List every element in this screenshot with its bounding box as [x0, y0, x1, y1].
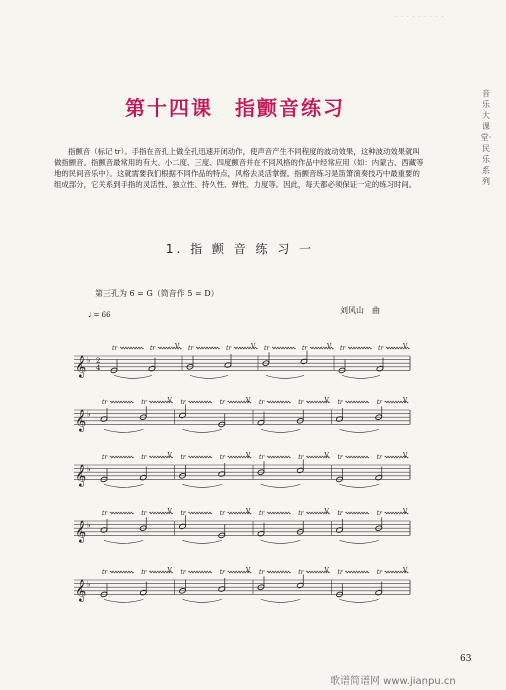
- slur: [261, 540, 300, 543]
- trill-mark: tr: [180, 454, 186, 461]
- composer-credit: 刘风山 曲: [340, 306, 380, 315]
- trill-line: [348, 347, 371, 349]
- trill-line: [189, 456, 212, 458]
- tempo-mark: ♩ = 66: [88, 311, 111, 319]
- slur: [183, 429, 222, 432]
- slur: [261, 599, 300, 602]
- breath-mark: V: [324, 567, 329, 574]
- half-note-head: [218, 471, 226, 477]
- slur: [104, 429, 143, 432]
- slur: [104, 599, 143, 602]
- trill-line: [110, 571, 133, 573]
- breath-mark: V: [167, 508, 172, 515]
- half-note-head: [300, 358, 308, 364]
- trill-mark: tr: [219, 399, 226, 406]
- slur: [340, 599, 379, 602]
- trill-mark: tr: [102, 399, 108, 406]
- slur: [104, 484, 143, 487]
- half-note-head: [148, 365, 156, 371]
- trill-mark: tr: [259, 569, 265, 576]
- trill-line: [110, 512, 133, 514]
- slur: [183, 599, 222, 602]
- trill-mark: tr: [112, 345, 118, 352]
- treble-clef: 𝄞: [75, 355, 87, 378]
- trill-mark: tr: [337, 454, 343, 461]
- half-note-head: [375, 589, 383, 595]
- slur: [104, 540, 143, 543]
- breath-mark: V: [175, 343, 180, 350]
- trill-mark: tr: [259, 454, 265, 461]
- trill-line: [267, 571, 290, 573]
- slur: [266, 375, 304, 378]
- half-note-head: [296, 467, 304, 473]
- trill-mark: tr: [298, 399, 304, 406]
- site-watermark: 歌谱简谱网 www.jianpu.cn: [330, 676, 456, 687]
- trill-mark: tr: [298, 569, 304, 576]
- half-note-head: [257, 530, 265, 536]
- half-note-head: [179, 412, 187, 418]
- key-signature-flat: ♭: [87, 579, 91, 589]
- half-note-head: [100, 416, 108, 422]
- breath-mark: V: [246, 397, 251, 404]
- trill-mark: tr: [298, 510, 304, 517]
- breath-mark: V: [167, 452, 172, 459]
- breath-mark: V: [167, 397, 172, 404]
- trill-line: [189, 571, 212, 573]
- trill-mark: tr: [259, 510, 265, 517]
- slur: [183, 540, 222, 543]
- exercise-title: 1. 指 颤 音 练 习 一: [165, 242, 315, 256]
- trill-mark: tr: [141, 399, 147, 406]
- trill-mark: tr: [302, 345, 308, 352]
- half-note-head: [224, 362, 232, 368]
- trill-mark: tr: [264, 345, 270, 352]
- treble-clef: 𝄞: [75, 520, 87, 543]
- trill-mark: tr: [180, 569, 186, 576]
- trill-mark: tr: [102, 569, 108, 576]
- slur: [340, 540, 379, 543]
- slur: [342, 375, 380, 378]
- slur: [114, 375, 152, 378]
- breath-mark: V: [246, 567, 251, 574]
- key-signature-flat: ♭: [87, 464, 91, 474]
- half-note-head: [336, 416, 344, 422]
- trill-mark: tr: [298, 454, 304, 461]
- slur: [340, 429, 379, 432]
- trill-mark: tr: [219, 454, 226, 461]
- treble-clef: 𝄞: [75, 409, 87, 432]
- trill-mark: tr: [102, 510, 108, 517]
- trill-line: [120, 347, 143, 349]
- trill-line: [272, 347, 295, 349]
- half-note-head: [218, 586, 226, 592]
- trill-line: [267, 456, 290, 458]
- lesson-body: 指颤音（标记 tr）。手指在音孔上做全孔迅速开闭动作，使声音产生不同程度的波动效果，这种波动效果就叫做指颤音。指颤音最常用的有大、小二度、三度、四度颤音并在不同风格的作品中经常应用（如：内蒙古、西藏等地的民间音乐中）。这就需要我们根据不同作品的特点，风格去灵活掌握。指颤音练习是笛箫演奏技巧中最重要的组成部分，它关系到手指的灵活性、独立性、持久性、弹性、力度等。因此，每天都必须保证一定的练习时间。: [54, 147, 424, 189]
- trill-mark: tr: [219, 569, 226, 576]
- trill-mark: tr: [376, 569, 383, 576]
- slur: [261, 429, 300, 432]
- trill-line: [267, 401, 290, 403]
- trill-line: [267, 512, 290, 514]
- time-signature-bottom: 4: [96, 364, 101, 373]
- trill-mark: tr: [150, 345, 156, 352]
- trill-mark: tr: [226, 345, 232, 352]
- half-note-head: [257, 419, 265, 425]
- trill-line: [110, 456, 133, 458]
- breath-mark: V: [403, 343, 408, 350]
- trill-mark: tr: [259, 399, 265, 406]
- trill-mark: tr: [141, 569, 147, 576]
- trill-line: [189, 512, 212, 514]
- page-number: 63: [460, 654, 472, 664]
- breath-mark: V: [246, 508, 251, 515]
- series-sidebar: 音乐大课堂·民乐系列: [480, 89, 492, 186]
- time-signature-top: 2: [96, 356, 101, 365]
- lesson-title: 第十四课 指颤音练习: [125, 96, 345, 120]
- breath-mark: V: [403, 508, 408, 515]
- trill-line: [189, 401, 212, 403]
- trill-mark: tr: [188, 345, 194, 352]
- trill-mark: tr: [376, 399, 383, 406]
- half-note-head: [376, 365, 384, 371]
- tuning-note: 第三孔为 6 = G（筒音作 5 = D）: [95, 289, 219, 298]
- slur: [183, 484, 222, 487]
- trill-line: [346, 571, 369, 573]
- slur: [261, 484, 300, 487]
- treble-clef: 𝄞: [75, 579, 87, 602]
- trill-mark: tr: [337, 399, 343, 406]
- treble-clef: 𝄞: [75, 464, 87, 487]
- slur: [340, 484, 379, 487]
- trill-line: [110, 401, 133, 403]
- breath-mark: V: [324, 397, 329, 404]
- trill-mark: tr: [337, 510, 343, 517]
- breath-mark: V: [246, 452, 251, 459]
- header-mark: · · · · · · · · ·: [395, 14, 445, 21]
- breath-mark: V: [251, 343, 256, 350]
- key-signature-flat: ♭: [87, 355, 91, 365]
- breath-mark: V: [403, 397, 408, 404]
- trill-mark: tr: [141, 510, 147, 517]
- breath-mark: V: [403, 452, 408, 459]
- trill-mark: tr: [337, 569, 343, 576]
- trill-mark: tr: [378, 345, 384, 352]
- breath-mark: V: [403, 567, 408, 574]
- trill-line: [346, 456, 369, 458]
- half-note-head: [336, 527, 344, 533]
- key-signature-flat: ♭: [87, 520, 91, 530]
- trill-mark: tr: [180, 510, 186, 517]
- trill-line: [346, 512, 369, 514]
- breath-mark: V: [327, 343, 332, 350]
- half-note-head: [179, 523, 187, 529]
- trill-mark: tr: [141, 454, 147, 461]
- trill-mark: tr: [376, 454, 383, 461]
- half-note-head: [139, 474, 147, 480]
- slur: [190, 375, 228, 378]
- trill-line: [196, 347, 219, 349]
- half-note-head: [375, 474, 383, 480]
- trill-mark: tr: [219, 510, 226, 517]
- breath-mark: V: [167, 567, 172, 574]
- half-note-head: [296, 582, 304, 588]
- half-note-head: [139, 589, 147, 595]
- trill-mark: tr: [376, 510, 383, 517]
- trill-line: [346, 401, 369, 403]
- half-note-head: [100, 527, 108, 533]
- key-signature-flat: ♭: [87, 409, 91, 419]
- trill-mark: tr: [340, 345, 346, 352]
- breath-mark: V: [324, 508, 329, 515]
- trill-mark: tr: [102, 454, 108, 461]
- trill-mark: tr: [180, 399, 186, 406]
- breath-mark: V: [324, 452, 329, 459]
